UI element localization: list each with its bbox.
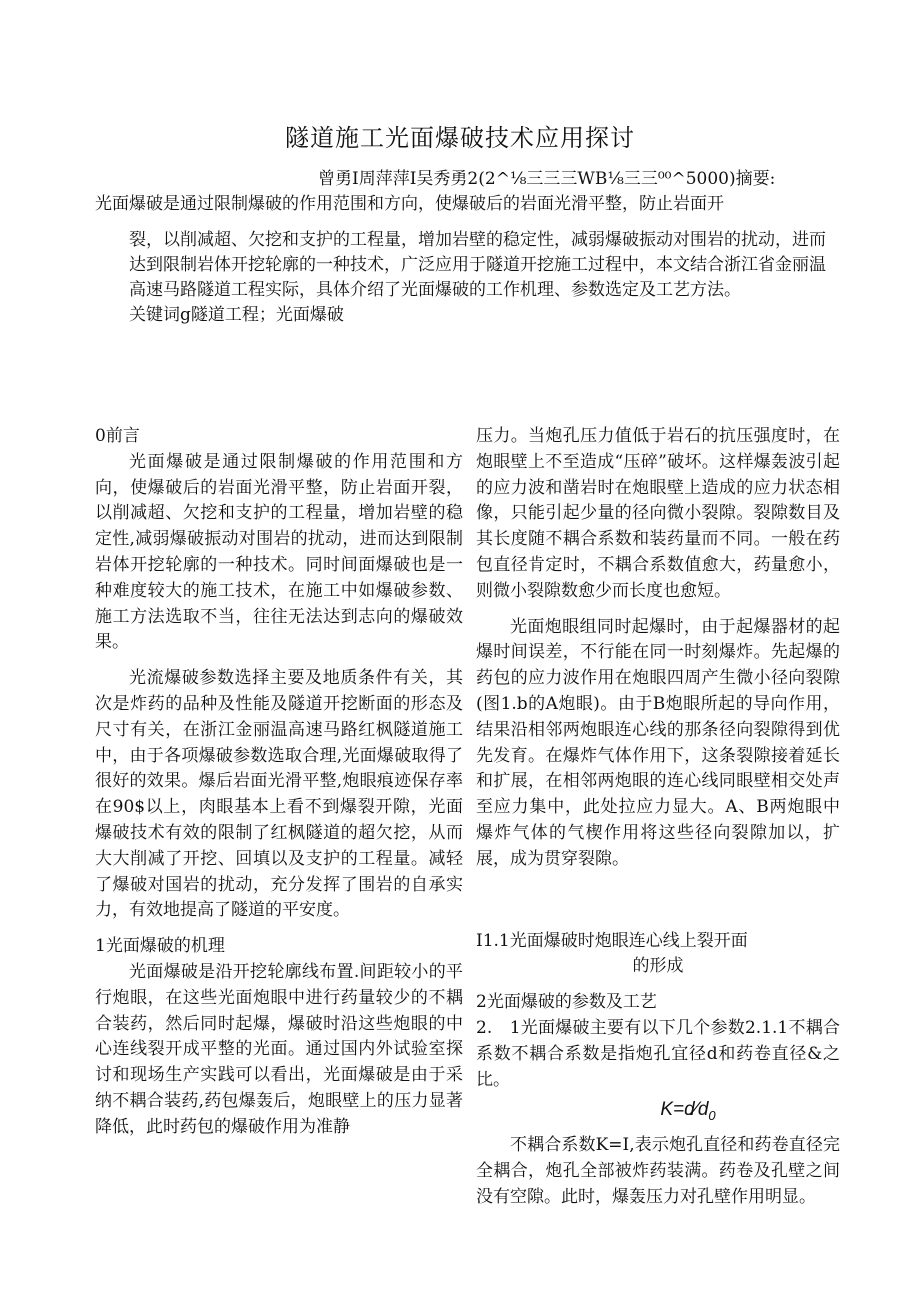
paragraph: 光面爆破是沿开挖轮廓线布置.间距较小的平行炮眼，在这些光面炮眼中进行药量较少的不耦合装药，然后同时起爆，爆破时沿这些炮眼的中心连线裂开成平整的光面。通过国内外试验室探讨和现场生产实践可以看出，光面爆破是由于采纳不耦合装药,药包爆轰后，炮眼壁上的压力显著降低，此时药包的爆破作用为准静 (95, 961, 463, 1137)
abstract (95, 192, 840, 328)
paragraph: 光面爆破是通过限制爆破的作用范围和方向，使爆破后的岩面光滑平整，防止岩面开裂，以削减超、欠挖和支护的工程量，增加岩壁的稳定性,减弱爆破振动对围岩的扰动，进而达到限制岩体开挖轮廓的一种技术。同时间面爆破也是一种难度较大的施工技术，在施工中如爆破参数、施工方法选取不当，往往无法达到志向的爆破效果。 (95, 451, 463, 653)
right-column (476, 424, 840, 1211)
abstract-line: 达到限制岩体开挖轮廓的一种技术，广泛应用于隧道开挖施工过程中，本文结合浙江省金丽温 (129, 255, 826, 275)
formula-subscript: 0 (708, 1108, 716, 1124)
formula-main: K=d⁄d (660, 1099, 709, 1121)
paragraph: 不耦合系数K=I,表示炮孔直径和药卷直径完全耦合，炮孔全部被炸药装满。药卷及孔壁之间没有空隙。此时，爆轰压力对孔壁作用明显。 (476, 1135, 840, 1207)
paragraph: 光面炮眼组同时起爆时，由于起爆器材的起爆时间误差，不行能在同一时刻爆炸。先起爆的药包的应力波作用在炮眼四周产生微小径向裂隙(图1.b的A炮眼)。由于B炮眼所起的导向作用，结果沿相邻两炮眼连心线的那条径向裂隙得到优先发育。在爆炸气体作用下，这条裂隙接着延长和扩展，在相邻两炮眼的连心线同眼壁相交处声至应力集中，此处拉应力显大。A、B两炮眼中爆炸气体的气楔作用将这些径向裂隙加以，扩展，成为贯穿裂隙。 (476, 616, 840, 869)
figure-caption-continued: 的形成 (632, 956, 684, 977)
paragraph: 压力。当炮孔压力值低于岩石的抗压强度时，在炮眼壁上不至造成“压碎”破坏。这样爆轰波引起的应力波和凿岩时在炮眼壁上造成的应力状态相像，只能引起少量的径向微小裂隙。裂隙数目及其长度随不耦合系数和装药量而不同。一般在药包直径肯定时，不耦合系数值愈大，药量愈小，则微小裂隙数愈少而长度也愈短。 (476, 426, 840, 601)
left-column (95, 424, 463, 1141)
abstract-line: 光面爆破是通过限制爆破的作用范围和方向，使爆破后的岩面光滑平整，防止岩面开 (95, 194, 724, 214)
page-title: 隧道施工光面爆破技术应用探讨 (285, 124, 635, 152)
paragraph: 光流爆破参数选择主要及地质条件有关，其次是炸药的品种及性能及隧道开挖断面的形态及尺寸有关，在浙江金丽温高速马路红枫隧道施工中，由于各项爆破参数选取合理,光面爆破取得了很好的效果。爆后岩面光滑平整,炮眼痕迹保存率在90$以上，肉眼基本上看不到爆裂开隙，光面爆破技术有效的限制了红枫隧道的超欠挖，从而大大削减了开挖、回填以及支护的工程量。减轻了爆破对国岩的扰动，充分发挥了围岩的自承实力，有效地提高了隧道的平安度。 (95, 668, 463, 921)
keywords: 关键词g隧道工程；光面爆破 (129, 305, 344, 325)
figure-caption: I1.1光面爆破时炮眼连心线上裂开面 (476, 930, 748, 951)
author-line: 曾勇I周萍萍I吴秀勇2(2^⅛三三三WB⅛三三⁰⁰^5000)摘要: (318, 169, 776, 189)
abstract-line: 高速马路隧道工程实际，具体介绍了光面爆破的工作机理、参数选定及工艺方法。 (129, 280, 741, 300)
section-heading: 2光面爆破的参数及工艺 (476, 992, 657, 1013)
section-heading: 0前言 (95, 426, 140, 446)
paragraph: 2. 1光面爆破主要有以下几个参数2.1.1不耦合系数不耦合系数是指炮孔宜径d和药卷直径&之比。 (476, 1017, 840, 1090)
section-heading: 1光面爆破的机理 (95, 936, 225, 957)
abstract-line: 裂，以削减超、欠挖和支护的工程量，增加岩壁的稳定性，减弱爆破振动对围岩的扰动，进而 (129, 230, 826, 250)
formula (476, 1093, 840, 1133)
